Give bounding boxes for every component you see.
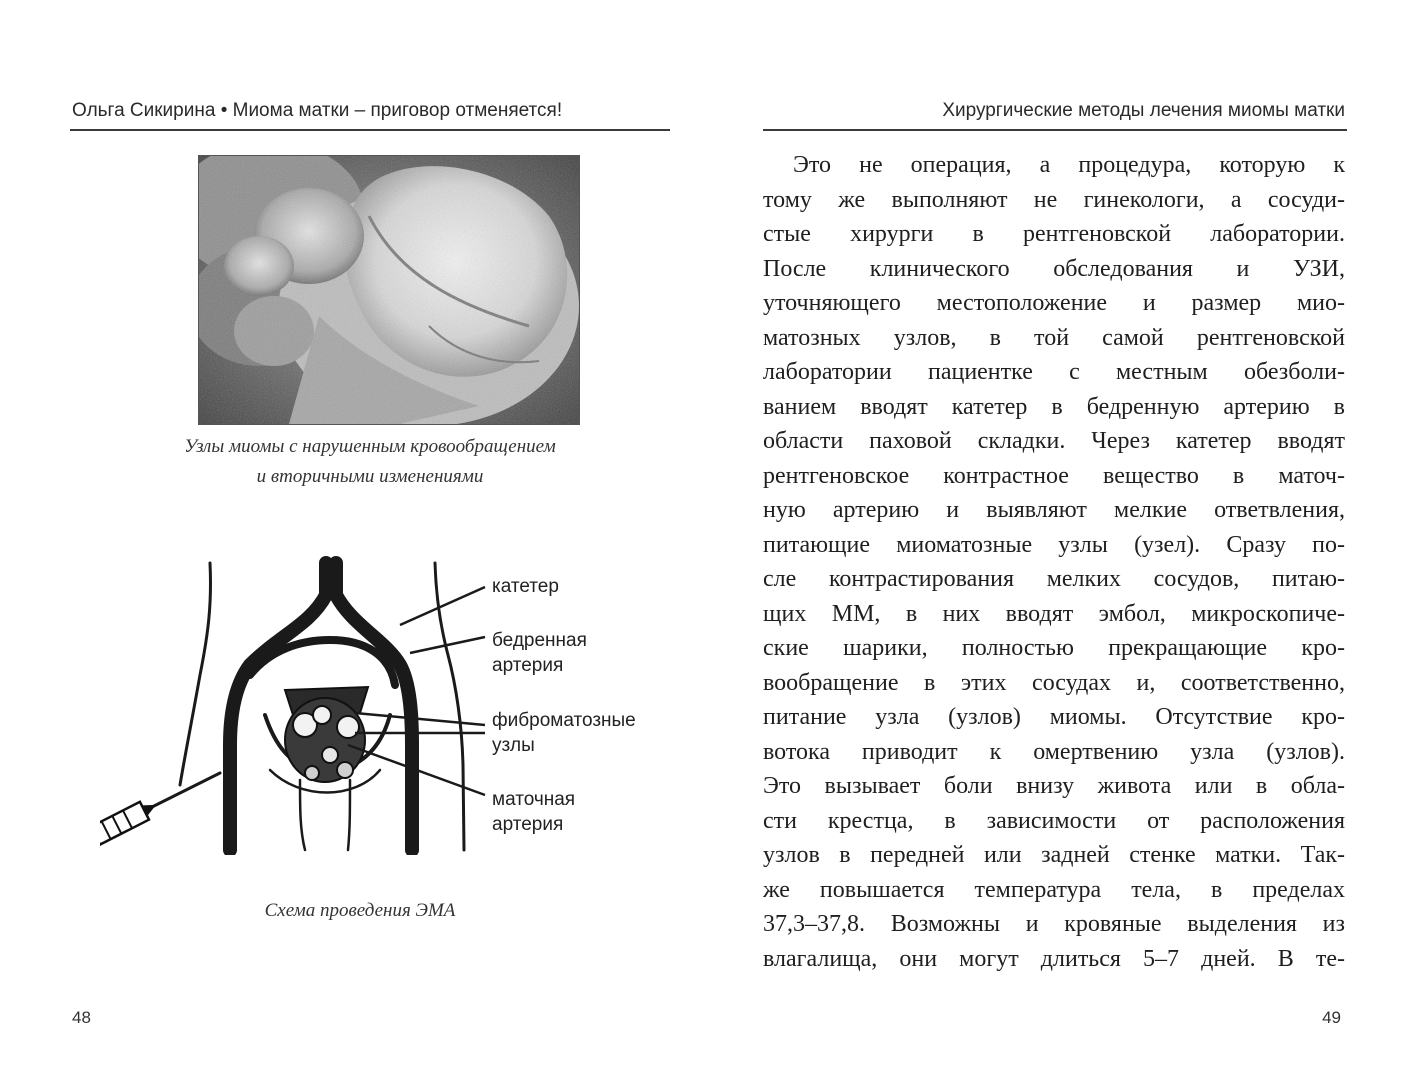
- text-line: После клинического обследования и УЗИ,: [763, 255, 1345, 282]
- text-line: 37,3–37,8. Возможны и кровяные выделения из: [763, 911, 1345, 937]
- text-line: Это не операция, а процедура, которую к: [793, 152, 1345, 178]
- text-line: Это вызывает боли внизу живота или в обла-: [763, 773, 1345, 799]
- text-line: тому же выполняют не гинекологи, а сосуди-: [763, 186, 1345, 213]
- text-line: влагалища, они могут длиться 5–7 дней. В те-: [763, 945, 1345, 972]
- page-number-left: 48: [72, 1008, 91, 1027]
- uterus-fibroids: [285, 687, 368, 782]
- figure-1-caption-line-2: и вторичными изменениями: [256, 466, 484, 487]
- fibroid-photo: [198, 155, 580, 425]
- text-line: сле контрастирования мелких сосудов, питаю-: [763, 566, 1345, 592]
- body-text: [763, 148, 1345, 976]
- ema-diagram: [100, 555, 680, 855]
- text-line: матозных узлов, в той самой рентгеновской: [763, 324, 1345, 351]
- body-contour-left: [180, 563, 211, 785]
- text-line: вотока приводит к омертвению узла (узлов).: [763, 738, 1345, 765]
- text-line: стые хирурги в рентгеновской лаборатории.: [763, 221, 1345, 247]
- text-line: щих ММ, в них вводят эмбол, микроскопиче-: [763, 600, 1345, 627]
- fibroid-photo-image: [199, 156, 579, 424]
- text-line: ские шарики, полностью прекращающие кро-: [763, 635, 1345, 661]
- text-line: ную артерию и выявляют мелкие ответвления,: [763, 497, 1345, 523]
- syringe-icon: [100, 793, 162, 855]
- figure-2-caption: Схема проведения ЭМА: [264, 900, 456, 921]
- text-line: лаборатории пациентке с местным обезболи-: [763, 359, 1345, 385]
- text-line: области паховой складки. Через катетер вводят: [763, 428, 1345, 454]
- right-page: [705, 0, 1411, 1080]
- label-fibroid-nodes-2: узлы: [492, 735, 535, 756]
- label-femoral-artery-2: артерия: [492, 655, 564, 676]
- text-line: сти крестца, в зависимости от расположения: [763, 807, 1345, 834]
- label-fibroid-nodes-1: фиброматозные: [492, 710, 636, 731]
- text-line: ванием вводят катетер в бедренную артерию в: [763, 393, 1345, 420]
- left-header-rule: [70, 129, 670, 131]
- ema-diagram-drawing: [100, 555, 680, 855]
- label-femoral-artery-1: бедренная: [492, 630, 587, 651]
- text-line: питающие миоматозные узлы (узел). Сразу по-: [763, 531, 1345, 558]
- text-line: рентгеновское контрастное вещество в маточ-: [763, 462, 1345, 489]
- label-uterine-artery-1: маточная: [492, 789, 576, 810]
- text-line: узлов в передней или задней стенке матки. Так-: [763, 842, 1345, 868]
- text-line: же повышается температура тела, в пределах: [763, 876, 1345, 903]
- left-page: [0, 0, 705, 1080]
- text-line: питание узла (узлов) миомы. Отсутствие кро-: [763, 704, 1345, 730]
- text-line: вообращение в этих сосудах и, соответственно,: [763, 669, 1345, 696]
- right-running-head: Хирургические методы лечения миомы матки: [942, 100, 1345, 121]
- left-running-head: Ольга Сикирина • Миома матки – приговор отменяется!: [72, 100, 563, 121]
- figure-1-caption-line-1: Узлы миомы с нарушенным кровообращением: [184, 436, 556, 457]
- right-header-rule: [763, 129, 1347, 131]
- page-number-right: 49: [1322, 1008, 1341, 1027]
- label-uterine-artery-2: артерия: [492, 814, 564, 835]
- label-catheter: катетер: [492, 576, 559, 597]
- text-line: уточняющего местоположение и размер мио-: [763, 290, 1345, 316]
- figure-1-caption: [90, 432, 650, 492]
